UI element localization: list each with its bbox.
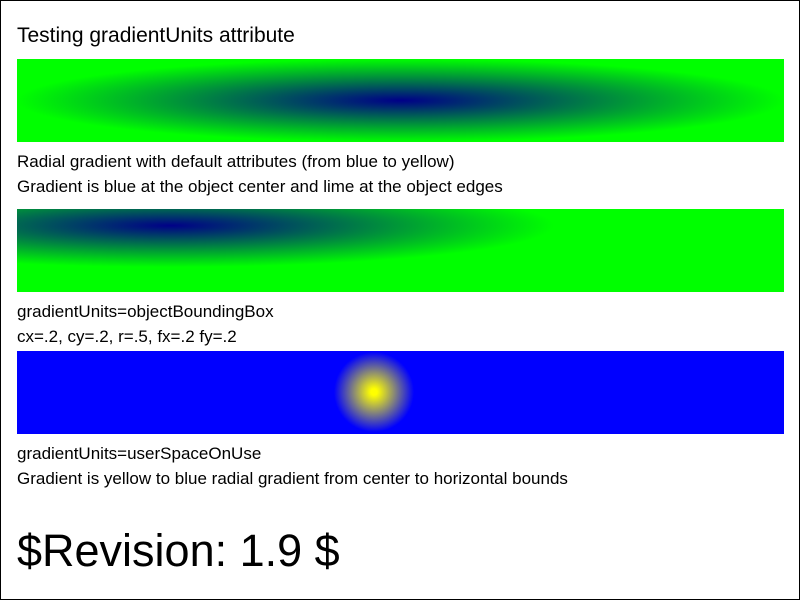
user-space-on-use-gradient-rect (17, 351, 784, 434)
default-gradient-caption-line2: Gradient is blue at the object center and lime at the object edges (17, 177, 503, 196)
revision-label: $Revision: 1.9 $ (17, 525, 340, 576)
default-gradient-caption-line1: Radial gradient with default attributes (from blue to yellow) (17, 152, 455, 171)
test-title: Testing gradientUnits attribute (17, 24, 295, 47)
user-space-caption-line1: gradientUnits=userSpaceOnUse (17, 444, 262, 463)
object-bounding-box-gradient-rect (17, 209, 784, 292)
default-radial-gradient-rect (17, 59, 784, 142)
object-bounding-box-caption-line2: cx=.2, cy=.2, r=.5, fx=.2 fy=.2 (17, 327, 237, 346)
user-space-caption-line2: Gradient is yellow to blue radial gradient from center to horizontal bounds (17, 469, 568, 488)
object-bounding-box-caption-line1: gradientUnits=objectBoundingBox (17, 302, 274, 321)
